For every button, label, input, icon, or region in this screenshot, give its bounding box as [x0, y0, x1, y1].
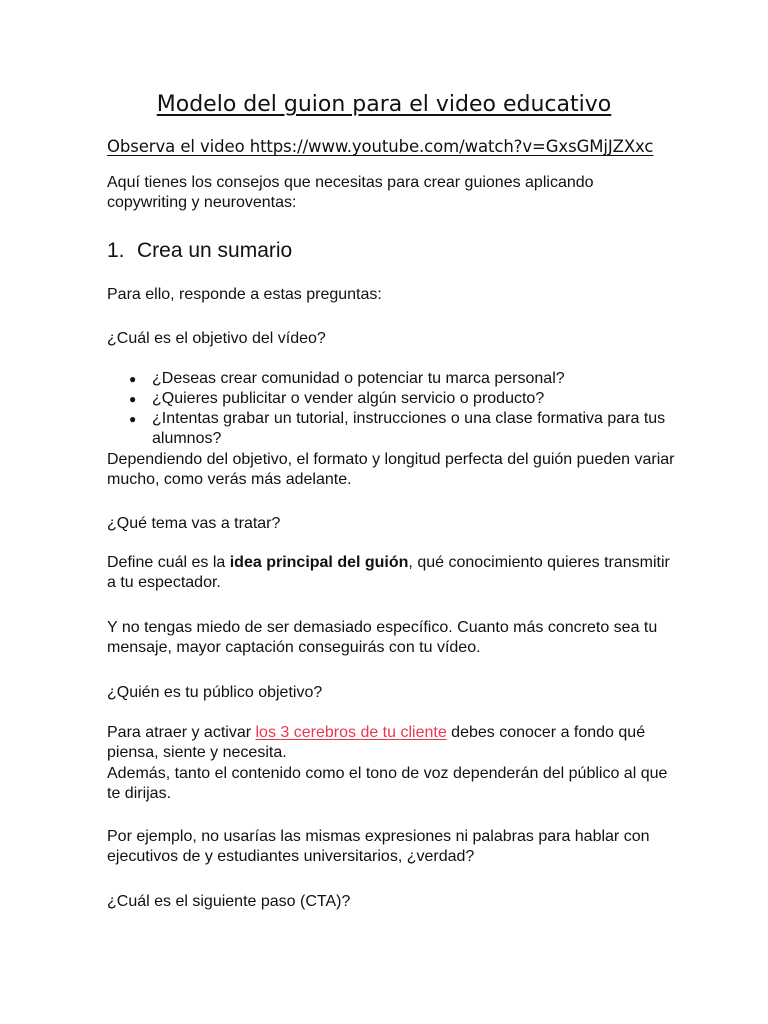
define-paragraph: Define cuál es la idea principal del guión, qué conocimiento quieres transmitir a tu espectador.: [107, 554, 670, 591]
three-brains-link[interactable]: los 3 cerebros de tu cliente: [255, 724, 447, 741]
video-reference[interactable]: Observa el video https://www.youtube.com/watch?v=GxsGMjJZXxc: [107, 137, 654, 156]
section-heading: [107, 239, 292, 263]
questions-intro: Para ello, responde a estas preguntas:: [107, 286, 382, 303]
list-item: ● ¿Quieres publicitar o vender algún servicio o producto?: [129, 390, 545, 407]
question-objective: ¿Cuál es el objetivo del vídeo?: [107, 330, 326, 347]
attract-paragraph: Para atraer y activar los 3 cerebros de tu cliente debes conocer a fondo qué piensa, siente y necesita.: [107, 724, 646, 761]
objective-paragraph: Dependiendo del objetivo, el formato y longitud perfecta del guión pueden variar mucho, como verás más adelante.: [107, 451, 675, 488]
bullet-dot-icon: ●: [129, 392, 137, 406]
specific-paragraph: Y no tengas miedo de ser demasiado específico. Cuanto más concreto sea tu mensaje, mayor captación conseguirás con tu vídeo.: [107, 619, 658, 656]
question-cta: ¿Cuál es el siguiente paso (CTA)?: [107, 893, 351, 910]
objective-bullet-list: [107, 369, 667, 449]
bullet-dot-icon: ●: [129, 412, 137, 426]
emphasis-text: idea principal del guión: [229, 554, 409, 571]
intro-paragraph: Aquí tienes los consejos que necesitas para crear guiones aplicando copywriting y neuroventas:: [107, 174, 594, 211]
section-heading-text: Crea un sumario: [137, 239, 293, 262]
document-title: Modelo del guion para el video educativo: [156, 92, 612, 117]
tone-paragraph: Además, tanto el contenido como el tono de voz dependerán del público al que te dirijas.: [107, 765, 668, 802]
bullet-dot-icon: ●: [129, 372, 137, 386]
question-audience: ¿Quién es tu público objetivo?: [107, 684, 323, 701]
section-number: 1.: [107, 239, 125, 262]
list-item: ● ¿Deseas crear comunidad o potenciar tu marca personal?: [129, 370, 565, 387]
example-paragraph: Por ejemplo, no usarías las mismas expresiones ni palabras para hablar con ejecutivos de y estudiantes universitarios, ¿verdad?: [107, 828, 650, 865]
question-topic: ¿Qué tema vas a tratar?: [107, 515, 281, 532]
list-item: ● ¿Intentas grabar un tutorial, instrucciones o una clase formativa para tus alumnos?: [129, 410, 666, 447]
